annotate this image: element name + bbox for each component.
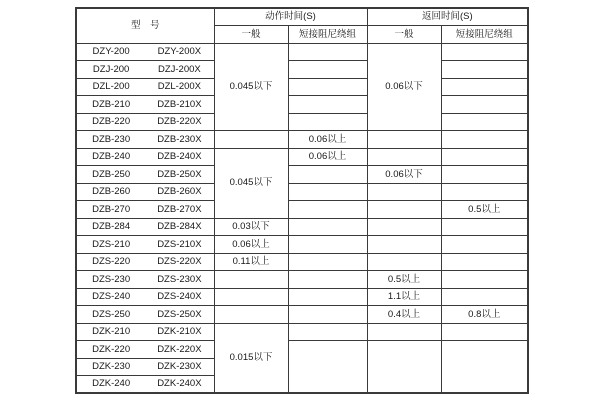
return-damping-cell [441, 113, 528, 131]
model-cell [76, 271, 214, 289]
model-name: DZB-220 [92, 116, 131, 127]
table-row [76, 218, 528, 236]
model-pair [77, 275, 214, 285]
model-name: DZS-250 [92, 308, 131, 320]
header-row-groups [76, 8, 528, 26]
action-general-cell: 0.11以上 [214, 253, 288, 271]
model-cell [76, 201, 214, 219]
model-pair [77, 170, 214, 180]
model-cell [76, 323, 214, 341]
model-name: DZB-270 [92, 203, 131, 215]
table-row [76, 271, 528, 289]
model-name-x: DZB-210X [157, 98, 202, 110]
action-general-cell [214, 288, 288, 306]
action-general-cell: 0.045以下 [214, 148, 288, 218]
model-name: DZL-200 [92, 81, 130, 92]
table-row [76, 166, 528, 184]
model-name: DZK-230 [92, 361, 131, 372]
return-damping-cell [441, 96, 528, 114]
return-general-cell [367, 341, 441, 394]
return-damping-cell [441, 323, 528, 341]
model-name-x: DZB-240X [157, 151, 202, 162]
model-pair [77, 187, 214, 197]
return-damping-cell [441, 236, 528, 254]
return-general-cell [367, 148, 441, 166]
model-name: DZK-210 [92, 326, 131, 337]
model-cell [76, 61, 214, 79]
action-general-cell [214, 131, 288, 149]
model-cell [76, 358, 214, 376]
model-name: DZS-240 [92, 291, 131, 302]
return-general-cell: 1.1以上 [367, 288, 441, 306]
model-pair [77, 362, 214, 372]
model-name-x: DZB-220X [157, 116, 202, 127]
model-name: DZY-200 [92, 46, 130, 57]
header-return-time: 返回时间(S) [367, 8, 528, 26]
header-action-general: 一般 [214, 26, 288, 44]
model-name-x: DZL-200X [157, 81, 202, 92]
model-pair [77, 65, 214, 75]
model-pair [77, 100, 214, 110]
model-cell [76, 43, 214, 61]
model-pair [77, 205, 214, 215]
model-name-x: DZY-200X [157, 46, 202, 57]
action-damping-cell [288, 218, 367, 236]
model-cell [76, 166, 214, 184]
model-cell [76, 376, 214, 394]
action-general-cell: 0.03以下 [214, 218, 288, 236]
model-pair [77, 310, 214, 320]
return-general-cell [367, 253, 441, 271]
return-general-cell: 0.06以下 [367, 166, 441, 184]
action-damping-cell [288, 183, 367, 201]
return-damping-cell [441, 43, 528, 61]
table-header [76, 8, 528, 43]
table-row [76, 78, 528, 96]
return-general-cell: 0.5以上 [367, 271, 441, 289]
return-damping-cell: 0.5以上 [441, 201, 528, 219]
model-cell [76, 78, 214, 96]
action-damping-cell: 0.06以上 [288, 131, 367, 149]
model-pair [77, 379, 214, 389]
action-general-cell [214, 306, 288, 324]
model-name: DZB-230 [92, 133, 131, 145]
model-name: DZB-210 [92, 98, 131, 110]
table-body [76, 43, 528, 393]
model-name: DZB-250 [92, 168, 131, 180]
table-row [76, 201, 528, 219]
action-damping-cell [288, 236, 367, 254]
return-general-cell [367, 236, 441, 254]
table-row [76, 148, 528, 166]
model-pair [77, 292, 214, 302]
action-damping-cell [288, 96, 367, 114]
header-action-time: 动作时间(S) [214, 8, 367, 26]
return-general-cell [367, 131, 441, 149]
action-damping-cell [288, 271, 367, 289]
action-general-cell: 0.015以下 [214, 323, 288, 393]
model-name-x: DZS-220X [157, 256, 202, 267]
model-cell [76, 236, 214, 254]
model-name-x: DZK-240X [157, 378, 202, 390]
model-cell [76, 218, 214, 236]
return-damping-cell [441, 183, 528, 201]
model-cell [76, 96, 214, 114]
action-general-cell [214, 271, 288, 289]
table-row [76, 341, 528, 359]
action-damping-cell [288, 201, 367, 219]
model-name-x: DZB-284X [157, 221, 202, 232]
model-name-x: DZK-210X [157, 326, 202, 337]
action-damping-cell [288, 78, 367, 96]
action-damping-cell [288, 323, 367, 341]
model-cell [76, 113, 214, 131]
table-row [76, 43, 528, 61]
model-name-x: DZB-260X [157, 186, 202, 197]
return-damping-cell [441, 341, 528, 394]
action-damping-cell [288, 43, 367, 61]
action-damping-cell [288, 306, 367, 324]
model-name: DZB-284 [92, 221, 131, 232]
model-name: DZK-220 [92, 343, 131, 355]
return-general-cell: 0.4以上 [367, 306, 441, 324]
model-cell [76, 288, 214, 306]
table-row [76, 61, 528, 79]
return-damping-cell [441, 288, 528, 306]
model-cell [76, 306, 214, 324]
relay-timing-table-wrap [75, 7, 529, 394]
return-general-cell [367, 218, 441, 236]
action-damping-cell [288, 253, 367, 271]
action-damping-cell [288, 341, 367, 394]
return-damping-cell [441, 148, 528, 166]
table-row [76, 131, 528, 149]
action-damping-cell [288, 61, 367, 79]
model-name-x: DZK-220X [157, 343, 202, 355]
model-name: DZS-210 [92, 238, 131, 250]
model-pair [77, 327, 214, 337]
model-pair [77, 82, 214, 92]
model-name: DZB-260 [92, 186, 131, 197]
model-pair [77, 135, 214, 145]
header-model: 型 号 [76, 8, 214, 43]
model-cell [76, 148, 214, 166]
model-name: DZK-240 [92, 378, 131, 390]
model-pair [77, 222, 214, 232]
return-damping-cell [441, 61, 528, 79]
table-row [76, 288, 528, 306]
return-general-cell [367, 323, 441, 341]
header-return-general: 一般 [367, 26, 441, 44]
header-return-damping: 短接阻尼绕组 [441, 26, 528, 44]
action-damping-cell: 0.06以上 [288, 148, 367, 166]
model-name-x: DZS-250X [157, 308, 202, 320]
action-damping-cell [288, 166, 367, 184]
relay-timing-table [75, 7, 529, 394]
model-pair [77, 257, 214, 267]
model-name-x: DZJ-200X [157, 63, 201, 75]
return-damping-cell: 0.8以上 [441, 306, 528, 324]
return-general-cell [367, 183, 441, 201]
table-row [76, 183, 528, 201]
return-general-cell: 0.06以下 [367, 43, 441, 131]
model-pair [77, 47, 214, 57]
model-name: DZS-230 [92, 273, 131, 285]
action-damping-cell [288, 288, 367, 306]
model-pair [77, 240, 214, 250]
table-row [76, 323, 528, 341]
action-damping-cell [288, 113, 367, 131]
return-general-cell [367, 201, 441, 219]
model-name-x: DZB-230X [157, 133, 202, 145]
table-row [76, 306, 528, 324]
table-row [76, 96, 528, 114]
model-name-x: DZB-250X [157, 168, 202, 180]
return-damping-cell [441, 131, 528, 149]
model-cell [76, 131, 214, 149]
model-name-x: DZS-240X [157, 291, 202, 302]
return-damping-cell [441, 253, 528, 271]
model-pair [77, 345, 214, 355]
header-action-damping: 短接阻尼绕组 [288, 26, 367, 44]
model-name-x: DZB-270X [157, 203, 202, 215]
return-damping-cell [441, 271, 528, 289]
model-name: DZB-240 [92, 151, 131, 162]
action-general-cell: 0.06以上 [214, 236, 288, 254]
return-damping-cell [441, 166, 528, 184]
model-pair [77, 152, 214, 162]
return-damping-cell [441, 78, 528, 96]
model-cell [76, 183, 214, 201]
table-row [76, 113, 528, 131]
model-name-x: DZS-210X [157, 238, 202, 250]
table-row [76, 253, 528, 271]
model-pair [77, 117, 214, 127]
model-name-x: DZK-230X [157, 361, 202, 372]
table-row [76, 236, 528, 254]
action-general-cell: 0.045以下 [214, 43, 288, 131]
model-name-x: DZS-230X [157, 273, 202, 285]
model-name: DZS-220 [92, 256, 131, 267]
return-damping-cell [441, 218, 528, 236]
model-cell [76, 341, 214, 359]
model-cell [76, 253, 214, 271]
model-name: DZJ-200 [92, 63, 130, 75]
